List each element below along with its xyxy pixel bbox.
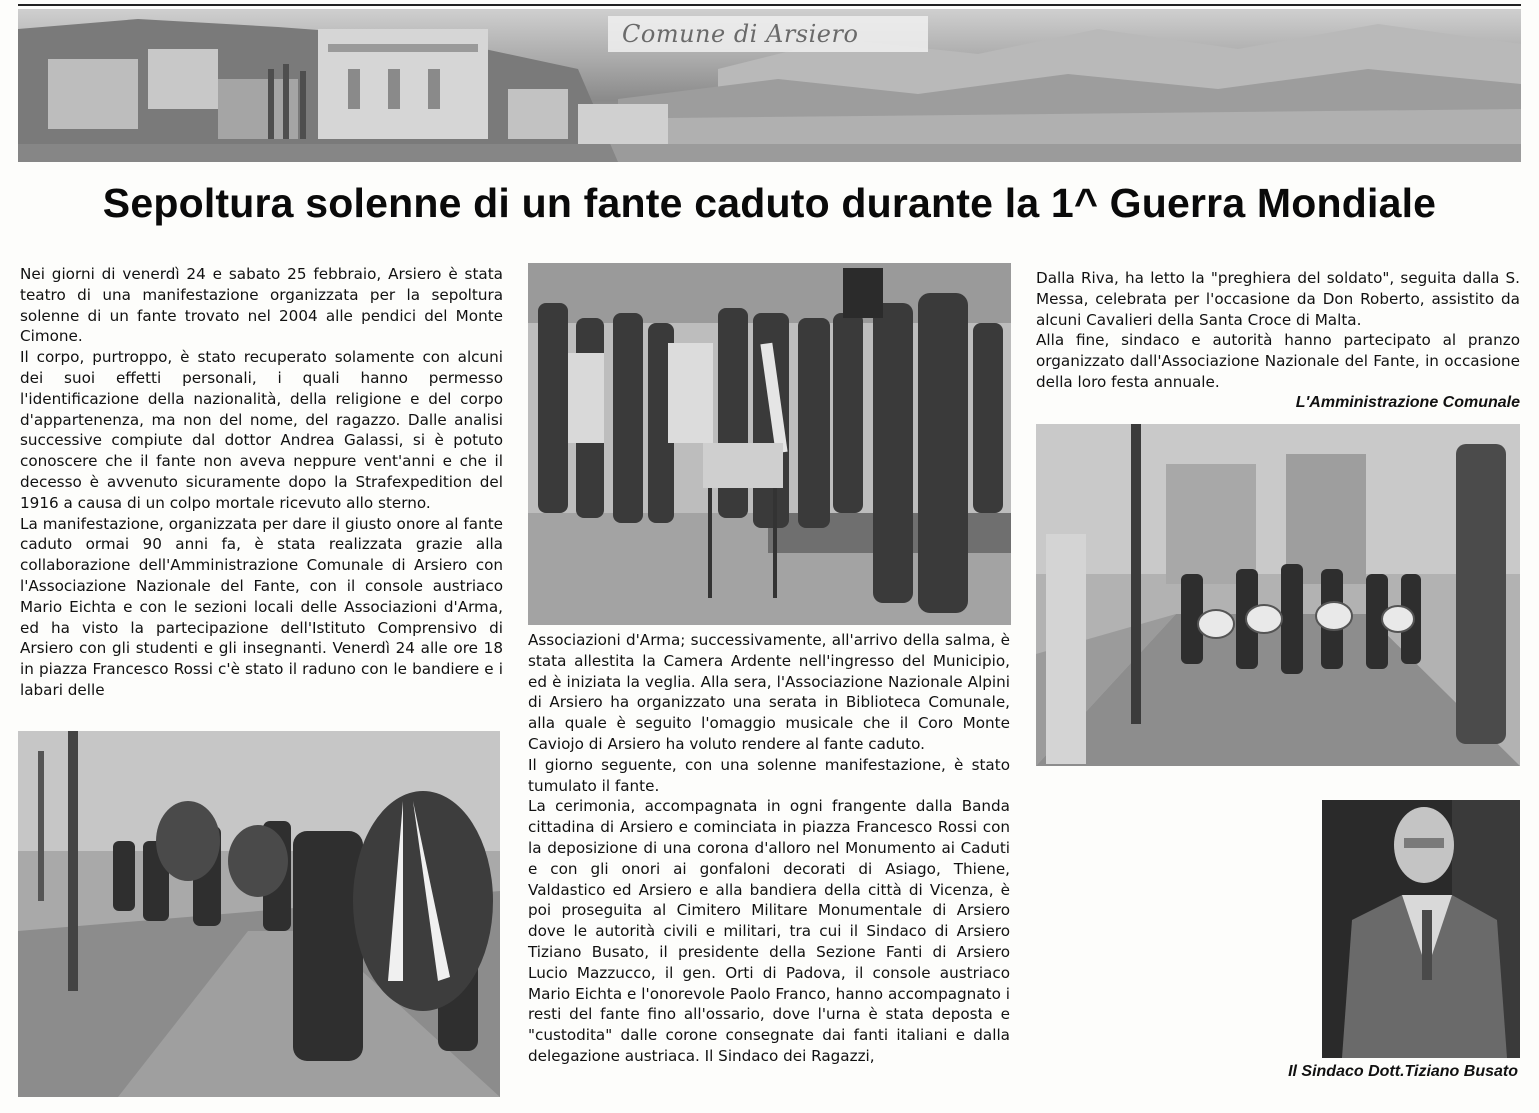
ceremony-photo	[528, 263, 1011, 625]
paragraph: La manifestazione, organizzata per dare il giusto onore al fante caduto ormai 90 anni fa, è stata realizzata grazie alla collaborazione dell'Amministrazione Comunale di Arsiero con l'Associazione Nazionale del Fante, con il console austriaco Mario Eichta e con le sezioni locali delle Associazioni d'Arma, ed ha visto la partecipazione dell'Istituto Comprensivo di Arsiero con gli studenti e gli insegnanti. Venerdì 24 alle ore 18 in piazza Francesco Rossi c'è stato il raduno con le bandiere e i labari delle	[20, 514, 503, 699]
article-column-1	[20, 264, 503, 701]
mayor-portrait-photo	[1322, 800, 1520, 1058]
article-column-2	[528, 630, 1010, 1067]
mayor-caption: Il Sindaco Dott.Tiziano Busato	[1288, 1063, 1518, 1080]
article-title: Sepoltura solenne di un fante caduto durante la 1^ Guerra Mondiale	[102, 180, 1437, 226]
paragraph: Associazioni d'Arma; successivamente, all'arrivo della salma, è stata allestita la Camera Ardente nell'ingresso del Municipio, ed è iniziata la veglia. Alla sera, l'Associazione Nazionale Alpini di Arsiero ha organizzato una serata in Biblioteca Comunale, alla quale è seguito l'omaggio musicale che il Coro Monte Caviojo di Arsiero ha voluto rendere al fante caduto.	[528, 631, 1010, 753]
top-rule	[18, 4, 1521, 6]
wreath-procession-photo	[18, 731, 500, 1097]
paragraph: La cerimonia, accompagnata in ogni frangente dalla Banda cittadina di Arsiero e cominciata in piazza Francesco Rossi con la deposizione di una corona d'alloro nel Monumento ai Caduti e con gli onori ai gonfaloni decorati di Asiago, Thiene, Valdastico ed Arsiero e alla bandiera della città di Vicenza, è poi proseguita al Cimitero Militare Monumentale di Arsiero dove le autorità civili e militari, tra cui il Sindaco di Arsiero Tiziano Busato, il presidente della Sezione Fanti di Arsiero Lucio Mazzucco, il gen. Orti di Padova, il console austriaco Mario Eichta e l'onorevole Paolo Franco, hanno accompagnato i resti del fante fino all'ossario, dove l'urna è stata deposta e "custodita" dalle corone consegnate dai fanti italiani e dalla delegazione austriaca. Il Sindaco dei Ragazzi,	[528, 797, 1010, 1065]
paragraph: Dalla Riva, ha letto la "preghiera del soldato", seguita dalla S. Messa, celebrata per l'occasione da Don Roberto, assistito da alcuni Cavalieri della Santa Croce di Malta.	[1036, 269, 1520, 329]
banner-label-box	[608, 16, 928, 52]
header-banner	[18, 9, 1521, 162]
article-column-3	[1036, 268, 1520, 414]
banner-label: Comune di Arsiero	[622, 20, 859, 48]
article-signature: L'Amministrazione Comunale	[1295, 393, 1520, 411]
paragraph: Nei giorni di venerdì 24 e sabato 25 febbraio, Arsiero è stata teatro di una manifestazione organizzata per la sepoltura solenne di un fante trovato nel 2004 alle pendici del Monte Cimone.	[20, 265, 503, 346]
paragraph: Alla fine, sindaco e autorità hanno partecipato al pranzo organizzato dall'Associazione Nazionale del Fante, in occasione della loro festa annuale.	[1036, 331, 1520, 391]
paragraph: Il corpo, purtroppo, è stato recuperato solamente con alcuni dei suoi effetti personali, i quali hanno permesso l'identificazione della nazionalità, della religione e del corpo d'appartenenza, ma non del nome, del ragazzo. Dalle analisi successive compiute dal dottor Andrea Galassi, si è potuto conoscere che il fante non aveva neppure vent'anni e che il decesso è avvenuto sicuramente dopo la Strafexpedition del 1916 a causa di un colpo mortale ricevuto allo sterno.	[20, 348, 503, 512]
band-march-photo	[1036, 424, 1520, 766]
paragraph: Il giorno seguente, con una solenne manifestazione, è stato tumulato il fante.	[528, 755, 1010, 795]
